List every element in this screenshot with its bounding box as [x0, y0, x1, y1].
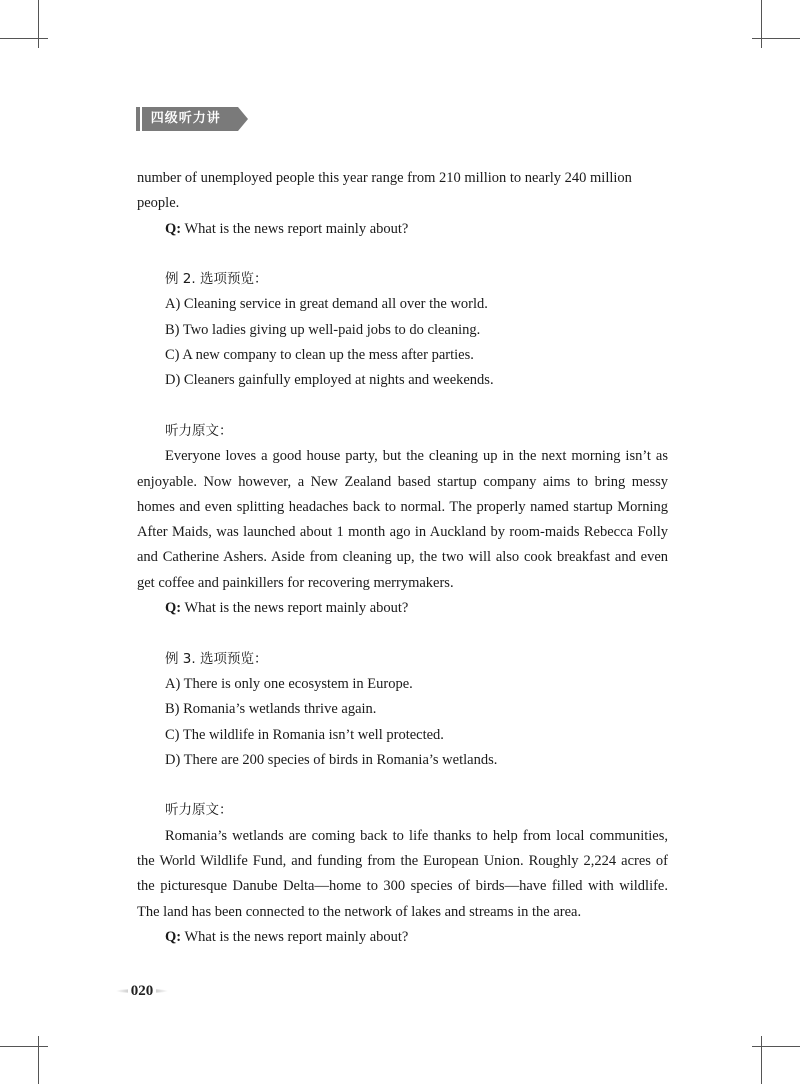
header-bar-decoration — [136, 107, 140, 131]
option-item: B) Two ladies giving up well-paid jobs to do cleaning. — [165, 321, 481, 338]
crop-mark-top-left-v — [38, 0, 39, 48]
question-label: Q: — [165, 600, 182, 617]
transcript-heading: 听力原文： — [165, 422, 233, 439]
question-label: Q: — [165, 220, 182, 237]
option-item: A) There is only one ecosystem in Europe. — [165, 675, 413, 692]
example-heading: 例 3. 选项预览： — [165, 650, 268, 667]
section-label: 四级听力讲义 — [145, 107, 238, 131]
transcript-paragraph: Everyone loves a good house party, but the cleaning up in the next morning isn’t as enjoyable. Now however, a New Zealand based startup company aims to bring messy homes and even splitting headaches back to normal. The properly named startup Morning After Maids, was launched about 1 month ago in Auckland by room-maids Rebecca Folly and Catherine Ashers. Aside from cleaning up, the two will also cook breakfast and even get coffee and painkillers for recovering merrymakers. — [137, 448, 668, 591]
crop-mark-bottom-right-v — [761, 1036, 762, 1084]
crop-mark-top-right-h — [752, 38, 800, 39]
transcript-heading: 听力原文： — [165, 802, 233, 819]
question-text: What is the news report mainly about? — [181, 220, 409, 237]
continuation-text: number of unemployed people this year range from 210 million to nearly 240 million people. — [137, 170, 632, 212]
option-item: D) There are 200 species of birds in Romania’s wetlands. — [165, 751, 498, 768]
question-text: What is the news report mainly about? — [181, 600, 409, 617]
page-number-badge — [115, 980, 169, 1002]
option-item: B) Romania’s wetlands thrive again. — [165, 701, 377, 718]
question-line — [137, 217, 668, 242]
crop-mark-bottom-left-v — [38, 1036, 39, 1084]
page-number: 020 — [128, 983, 157, 1000]
question-line — [137, 596, 668, 621]
crop-mark-top-left-h — [0, 38, 48, 39]
page-content — [137, 166, 668, 950]
crop-mark-bottom-left-h — [0, 1046, 48, 1047]
option-item: C) The wildlife in Romania isn’t well protected. — [165, 726, 444, 743]
header-arrow-decoration — [238, 107, 248, 131]
crop-mark-bottom-right-h — [752, 1046, 800, 1047]
option-item: C) A new company to clean up the mess after parties. — [165, 347, 474, 364]
question-text: What is the news report mainly about? — [181, 928, 409, 945]
question-label: Q: — [165, 928, 182, 945]
section-header-tab — [136, 107, 248, 150]
option-item: D) Cleaners gainfully employed at nights and weekends. — [165, 372, 494, 389]
question-line — [137, 925, 668, 950]
crop-mark-top-right-v — [761, 0, 762, 48]
option-item: A) Cleaning service in great demand all over the world. — [165, 296, 488, 313]
example-heading: 例 2. 选项预览： — [165, 271, 268, 288]
transcript-paragraph: Romania’s wetlands are coming back to life thanks to help from local communities, the World Wildlife Fund, and funding from the European Union. Roughly 2,224 acres of the picturesque Danube Delta—home to 300 species of birds—have filled with wildlife. The land has been connected to the network of lakes and streams in the area. — [137, 827, 668, 920]
